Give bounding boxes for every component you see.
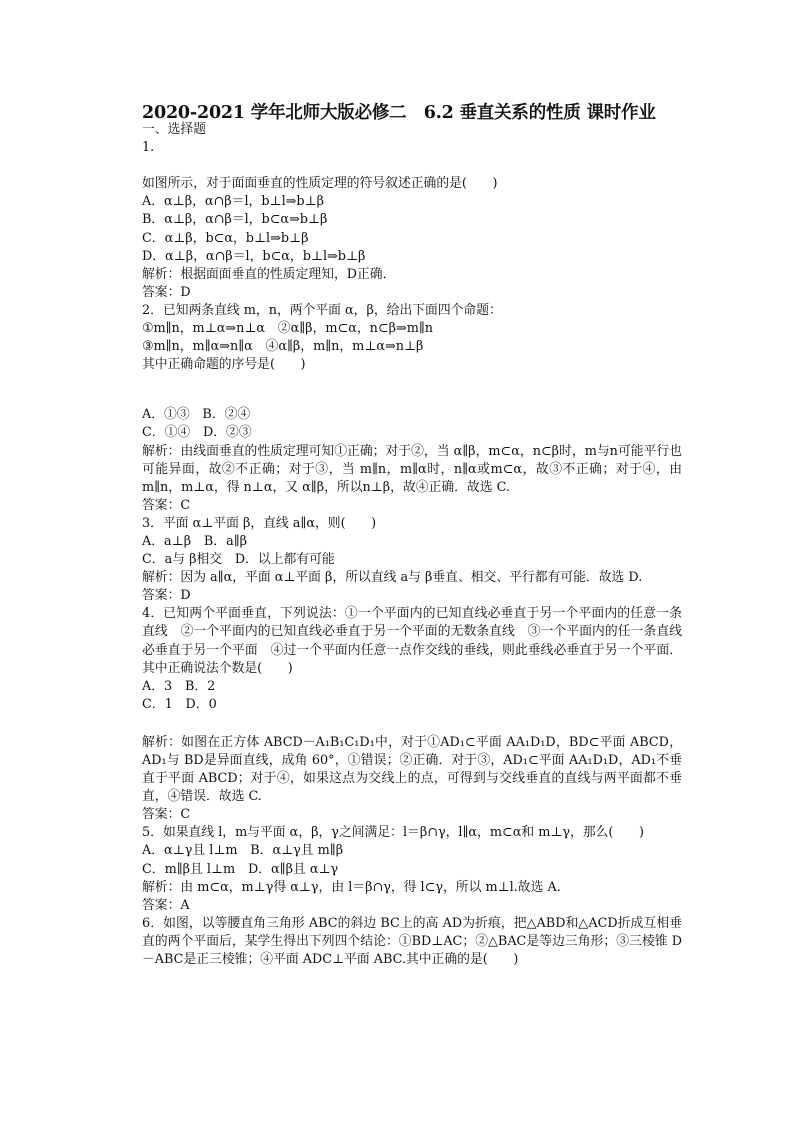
q5-options-ab: A．α⊥γ且 l⊥m B．α⊥γ且 m∥β xyxy=(142,843,344,859)
q1-option-c: C．α⊥β，b⊂α，b⊥l⇒b⊥β xyxy=(142,230,309,246)
q4-analysis: 解析：如图在正方体 ABCD－A₁B₁C₁D₁中，对于①AD₁⊂平面 AA₁D₁D，BD⊂平面 ABCD，AD₁与 BD是异面直线，成角 60°，①错误；②正确．对于③，AD₁⊂平面 AA₁D₁D，AD₁不垂直于平面 ABCD；对于④，如果这点为交线上的点，可得到与交线垂直的直线与两平面都不垂直，④错误．故选 C. xyxy=(142,734,682,805)
page-title: 2020-2021 学年北师大版必修二 6.2 垂直关系的性质 课时作业 xyxy=(142,103,656,123)
q2-options-ab: A．①③ B．②④ xyxy=(142,407,251,423)
q2-stem: 2．已知两条直线 m，n，两个平面 α，β，给出下面四个命题： xyxy=(142,302,502,318)
q1-answer: 答案：D xyxy=(142,284,191,300)
q2-propositions-1: ①m∥n，m⊥α⇒n⊥α ②α∥β，m⊂α，n⊂β⇒m∥n xyxy=(142,321,434,337)
q4-options-cd: C．1 D．0 xyxy=(142,696,217,712)
q2-options-cd: C．①④ D．②③ xyxy=(142,425,252,441)
q2-analysis: 解析：由线面垂直的性质定理可知①正确；对于②，当 α∥β，m⊂α，n⊂β时，m与n可能平行也可能异面，故②不正确；对于③，当 m∥n，m∥α时，n∥α或m⊂α，故③不正确；对于④，由 m∥n，m⊥α，得 n⊥α，又 α∥β，所以n⊥β，故④正确．故选 C. xyxy=(142,443,682,495)
document-body xyxy=(142,121,682,969)
q5-options-cd: C．m∥β且 l⊥m D．α∥β且 α⊥γ xyxy=(142,861,339,877)
q2-answer: 答案：C xyxy=(142,497,191,513)
q2-ask: 其中正确命题的序号是( ) xyxy=(142,357,306,373)
q1-analysis: 解析：根据面面垂直的性质定理知，D正确． xyxy=(142,266,396,282)
q1-option-b: B．α⊥β，α∩β＝l，b⊂α⇒b⊥β xyxy=(142,212,328,228)
q4-options-ab: A．3 B．2 xyxy=(142,678,216,694)
q3-answer: 答案：D xyxy=(142,588,191,604)
q3-options-ab: A．a⊥β B．a∥β xyxy=(142,533,248,549)
q6-stem: 6．如图，以等腰直角三角形 ABC的斜边 BC上的高 AD为折痕，把△ABD和△ACD折成互相垂直的两个平面后，某学生得出下列四个结论：①BD⊥AC；②△BAC是等边三角形；③三棱锥 D－ABC是正三棱锥；④平面 ADC⊥平面 ABC.其中正确的是( ) xyxy=(142,915,682,968)
q5-stem: 5．如果直线 l，m与平面 α，β，γ之间满足：l＝β∩γ，l∥α，m⊂α和 m⊥γ，那么( ) xyxy=(142,825,644,841)
q4-stem: 4．已知两个平面垂直，下列说法：①一个平面内的已知直线必垂直于另一个平面内的任意一条直线 ②一个平面内的已知直线必垂直于另一个平面的无数条直线 ③一个平面内的任一条直线必垂直于另一个平面 ④过一个平面内任意一点作交线的垂线，则此垂线必垂直于另一个平面．其中正确说法个数是( ) xyxy=(142,606,682,676)
q1-option-a: A．α⊥β，α∩β＝l，b⊥l⇒b⊥β xyxy=(142,194,325,210)
section-heading: 一、选择题 xyxy=(142,122,206,137)
q3-stem: 3．平面 α⊥平面 β，直线 a∥α，则( ) xyxy=(142,515,377,531)
q4-answer: 答案：C xyxy=(142,807,191,823)
q1-stem: 如图所示，对于面面垂直的性质定理的符号叙述正确的是( ) xyxy=(142,176,498,192)
q3-analysis: 解析：因为 a∥α，平面 α⊥平面 β，所以直线 a与 β垂直、相交、平行都有可能．故选 D. xyxy=(142,570,643,586)
q5-answer: 答案：A xyxy=(142,897,190,913)
q1-option-d: D．α⊥β，α∩β＝l，b⊂α，b⊥l⇒b⊥β xyxy=(142,248,366,264)
q3-options-cd: C．a与 β相交 D．以上都有可能 xyxy=(142,552,335,568)
q1-number: 1. xyxy=(142,140,155,156)
q5-analysis: 解析：由 m⊂α，m⊥γ得 α⊥γ，由 l＝β∩γ，得 l⊂γ，所以 m⊥l.故选 A. xyxy=(142,879,561,895)
q2-propositions-2: ③m∥n，m∥α⇒n∥α ④α∥β，m∥n，m⊥α⇒n⊥β xyxy=(142,339,424,355)
